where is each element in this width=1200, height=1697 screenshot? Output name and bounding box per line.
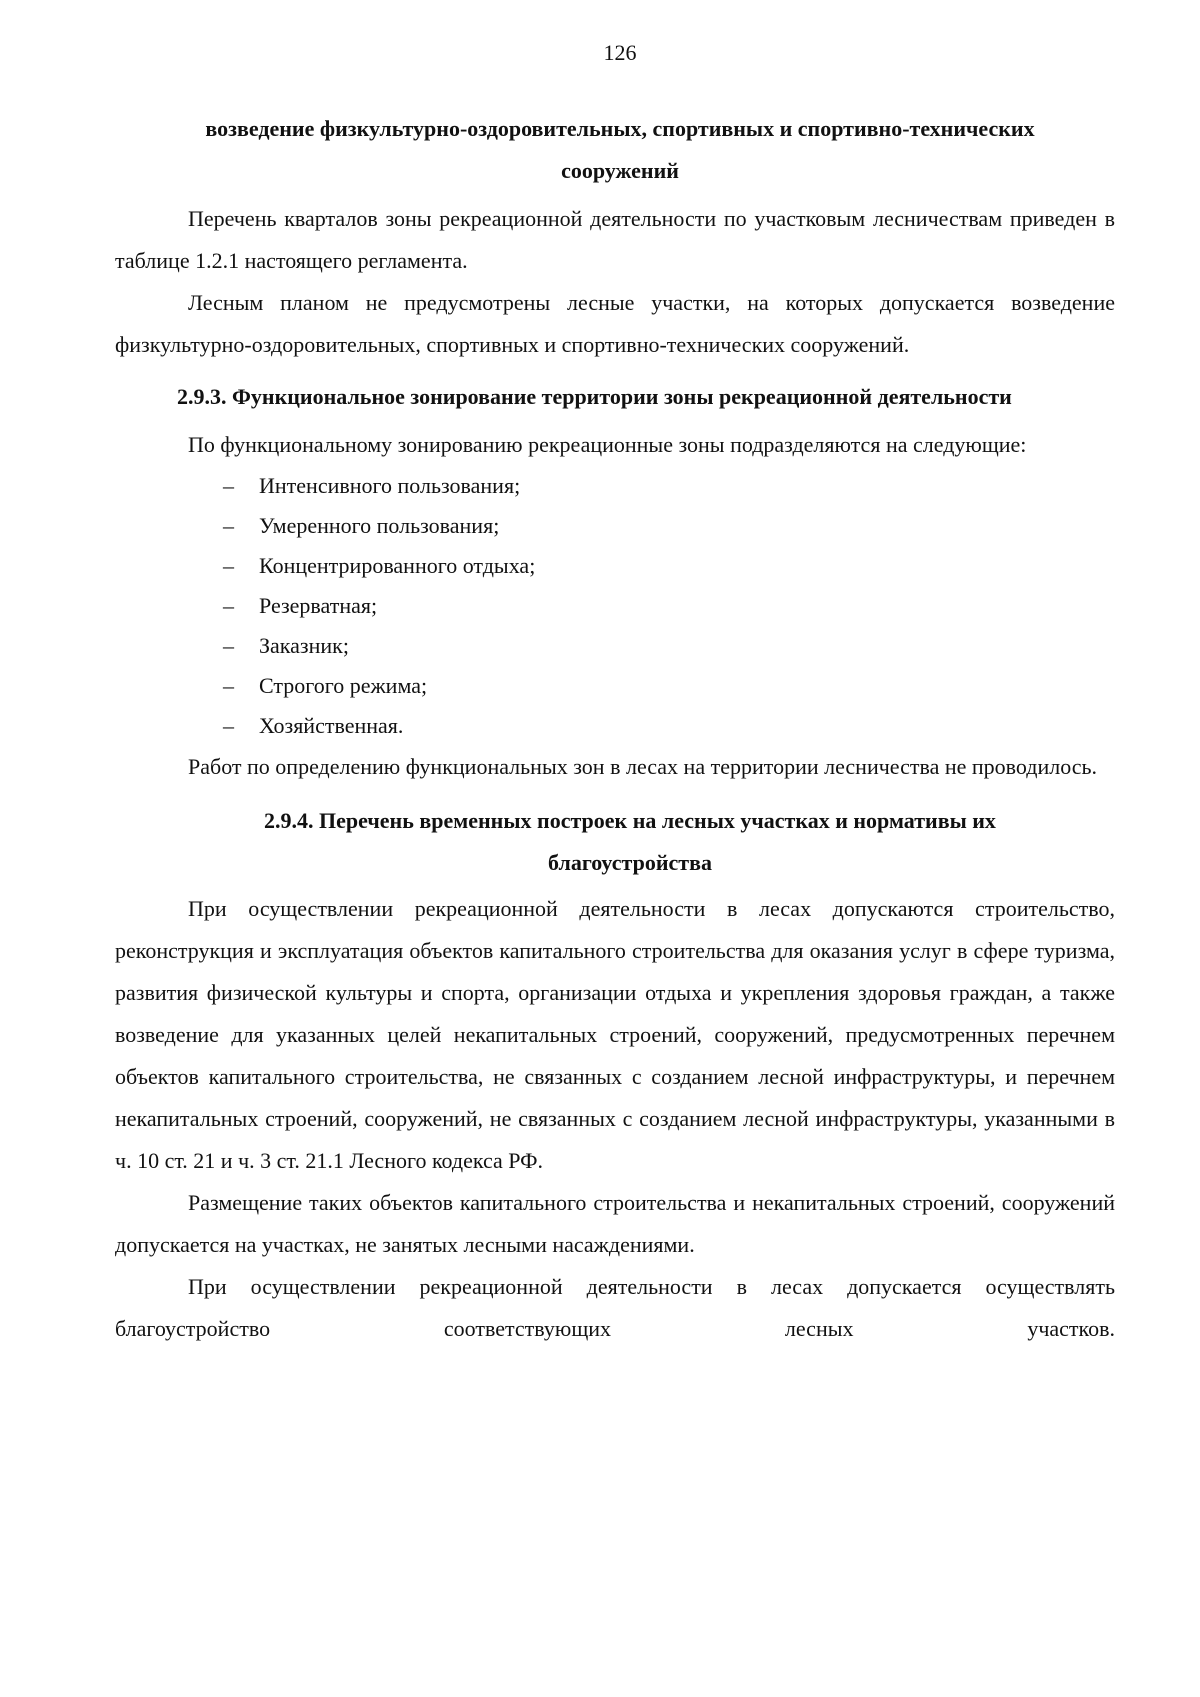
list-item-text: Концентрированного отдыха;	[259, 553, 536, 578]
list-item-text: Резерватная;	[259, 593, 378, 618]
section-title-2-9-4-line2: благоустройства	[548, 850, 712, 875]
list-item	[115, 706, 1115, 746]
list-dash: –	[223, 633, 234, 658]
page-number: 126	[603, 40, 637, 65]
list-dash: –	[223, 553, 234, 578]
list-item	[115, 466, 1115, 506]
section-title-2-9-4-line1: 2.9.4. Перечень временных построек на лесных участках и нормативы их	[264, 808, 996, 833]
list-item	[115, 506, 1115, 546]
paragraph-zoning-outro: Работ по определению функциональных зон в лесах на территории лесничества не проводилось.	[188, 754, 1098, 779]
list-item	[115, 546, 1115, 586]
paragraph-placement: Размещение таких объектов капитального строительства и некапитальных строений, сооружений допускается на участках, не занятых лесными насаждениями.	[115, 1190, 1115, 1257]
list-dash: –	[223, 513, 234, 538]
list-item-text: Заказник;	[259, 633, 349, 658]
heading-top-line1: возведение физкультурно-оздоровительных, спортивных и спортивно-технических	[205, 116, 1035, 141]
section-title-2-9-4	[115, 800, 1115, 884]
page-content	[115, 108, 1115, 1350]
paragraph-zoning-intro: По функциональному зонированию рекреационные зоны подразделяются на следующие:	[188, 432, 1027, 457]
section-title-2-9-3: 2.9.3. Функциональное зонирование территории зоны рекреационной деятельности	[177, 384, 1012, 409]
zone-list	[115, 466, 1115, 746]
paragraph-landscaping: При осуществлении рекреационной деятельности в лесах допускается осуществлять благоустройство соответствующих лесных участков.	[115, 1274, 1115, 1341]
heading-top	[115, 108, 1115, 192]
paragraph-forest-plan: Лесным планом не предусмотрены лесные участки, на которых допускается возведение физкультурно-оздоровительных, спортивных и спортивно-технических сооружений.	[115, 290, 1115, 357]
list-dash: –	[223, 593, 234, 618]
list-item-text: Интенсивного пользования;	[259, 473, 521, 498]
list-item	[115, 586, 1115, 626]
list-item-text: Хозяйственная.	[259, 713, 404, 738]
heading-top-line2: сооружений	[561, 158, 679, 183]
list-item	[115, 666, 1115, 706]
list-item	[115, 626, 1115, 666]
paragraph-quarters-list: Перечень кварталов зоны рекреационной деятельности по участковым лесничествам приведен в таблице 1.2.1 настоящего регламента.	[115, 206, 1115, 273]
paragraph-construction-allowed: При осуществлении рекреационной деятельности в лесах допускаются строительство, реконструкция и эксплуатация объектов капитального строительства для оказания услуг в сфере туризма, развития физической культуры и спорта, организации отдыха и укрепления здоровья граждан, а также возведение для указанных целей некапитальных строений, сооружений, предусмотренных перечнем объектов капитального строительства, не связанных с созданием лесной инфраструктуры, и перечнем некапитальных строений, сооружений, не связанных с созданием лесной инфраструктуры, указанными в ч. 10 ст. 21 и ч. 3 ст. 21.1 Лесного кодекса РФ.	[115, 896, 1115, 1173]
list-dash: –	[223, 473, 234, 498]
list-item-text: Строгого режима;	[259, 673, 428, 698]
list-dash: –	[223, 673, 234, 698]
list-dash: –	[223, 713, 234, 738]
list-item-text: Умеренного пользования;	[259, 513, 500, 538]
